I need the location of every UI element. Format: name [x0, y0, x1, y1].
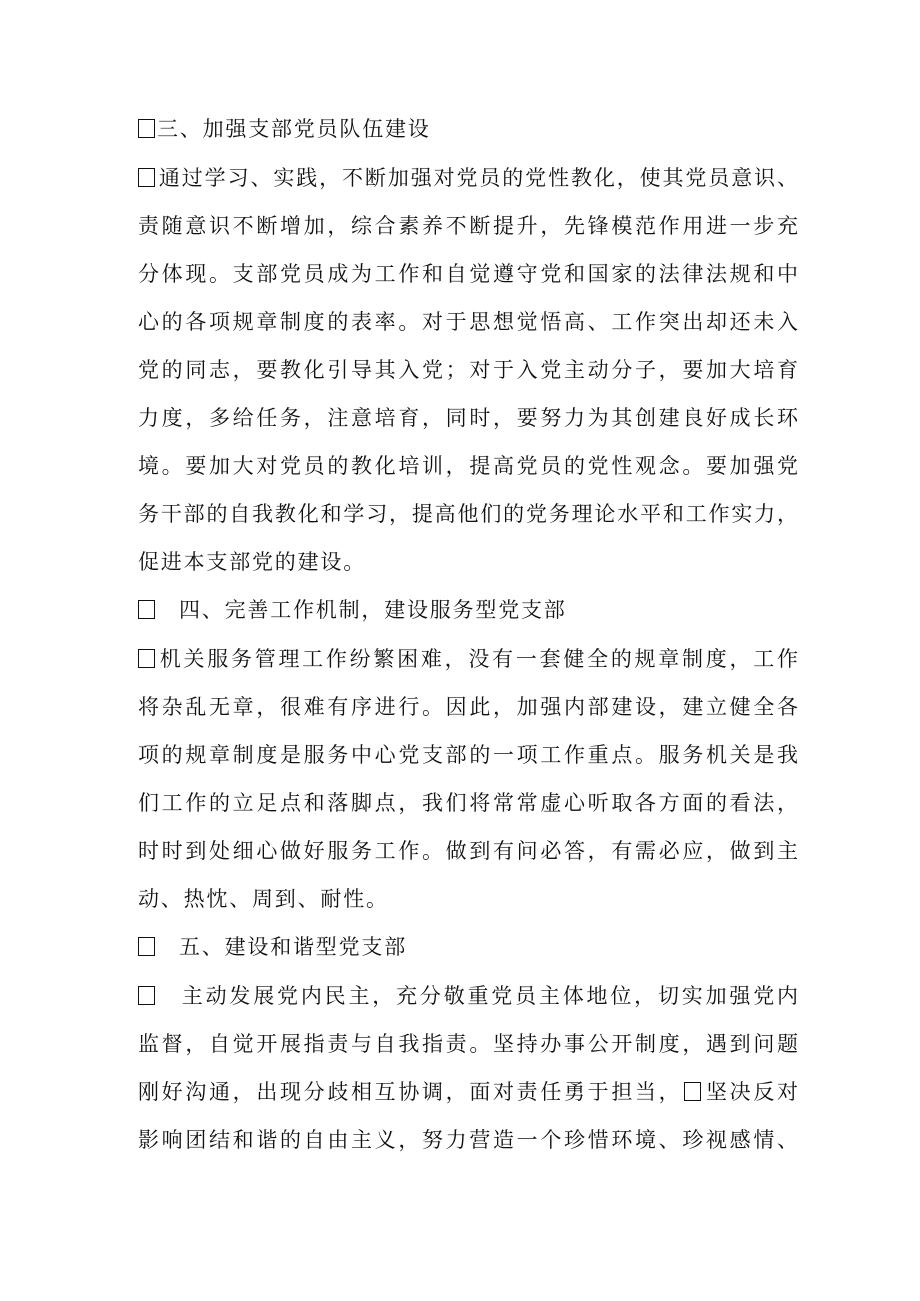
paragraph-line: 项的规章制度是服务中心党支部的一项工作重点。服务机关是我 [138, 743, 798, 767]
paragraph-line: 力度，多给任务，注意培育，同时，要努力为其创建良好成长环 [138, 406, 798, 430]
checkbox-glyph [138, 937, 155, 956]
checkbox-glyph [138, 986, 155, 1005]
paragraph-line: 监督，自觉开展指责与自我指责。坚持办事公开制度，遇到问题 [138, 1032, 798, 1056]
paragraph-line: 时时到处细心做好服务工作。做到有问必答，有需必应，做到主 [138, 839, 798, 863]
paragraph-line: 机关服务管理工作纷繁困难，没有一套健全的规章制度，工作 [138, 639, 798, 679]
paragraph-line: 们工作的立足点和落脚点，我们将常常虚心听取各方面的看法， [138, 791, 798, 815]
checkbox-glyph [138, 600, 155, 619]
paragraph-line: 通过学习、实践，不断加强对党员的党性教化，使其党员意识、 [138, 158, 798, 198]
section-heading-3: 三、加强支部党员队伍建设 [138, 109, 798, 149]
checkbox-glyph [684, 1082, 701, 1101]
paragraph-line: 影响团结和谐的自由主义，努力营造一个珍惜环境、珍视感情、 [138, 1128, 798, 1152]
paragraph-line: 将杂乱无章，很难有序进行。因此，加强内部建设，建立健全各 [138, 695, 798, 719]
paragraph-line: 责随意识不断增加，综合素养不断提升，先锋模范作用进一步充 [138, 214, 798, 238]
checkbox-glyph [138, 168, 155, 187]
section-heading-4: 四、完善工作机制，建设服务型党支部 [138, 590, 798, 630]
paragraph-line: 心的各项规章制度的表率。对于思想觉悟高、工作突出却还未入 [138, 310, 798, 334]
paragraph-line: 党的同志，要教化引导其入党；对于入党主动分子，要加大培育 [138, 358, 798, 382]
paragraph-line: 刚好沟通，出现分歧相互协调，面对责任勇于担当， 坚决反对 [138, 1080, 799, 1104]
paragraph-line: 促进本支部党的建设。 [138, 550, 366, 574]
paragraph-line: 主动发展党内民主，充分敬重党员主体地位，切实加强党内 [138, 976, 798, 1016]
paragraph-line: 境。要加大对党员的教化培训，提高党员的党性观念。要加强党 [138, 454, 798, 478]
paragraph-line: 务干部的自我教化和学习，提高他们的党务理论水平和工作实力， [138, 502, 798, 526]
checkbox-glyph [138, 119, 155, 138]
checkbox-glyph [138, 649, 155, 668]
section-heading-5: 五、建设和谐型党支部 [138, 927, 798, 967]
paragraph-line: 动、热忱、周到、耐性。 [138, 887, 389, 911]
paragraph-line: 分体现。支部党员成为工作和自觉遵守党和国家的法律法规和中 [138, 262, 798, 286]
